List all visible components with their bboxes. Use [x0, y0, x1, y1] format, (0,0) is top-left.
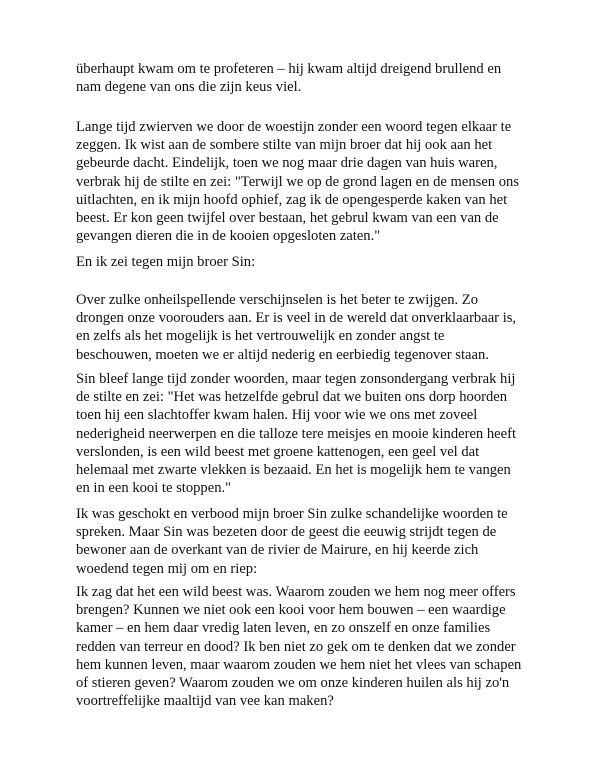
- text-line: Sin bleef lange tijd zonder woorden, maar tegen zonsondergang verbrak hij: [76, 371, 516, 387]
- text-line: drongen onze voorouders aan. Er is veel in de wereld dat onverklaarbaar is,: [76, 310, 517, 327]
- text-line: zeggen. Ik wist aan de sombere stilte van mijn broer dat hij ook aan het: [76, 137, 493, 154]
- paragraph-6: [76, 505, 538, 578]
- paragraph-4: [76, 291, 538, 364]
- text-line: kamer – en hem daar vredig laten leven, en zo onszelf en onze families: [76, 620, 491, 637]
- text-line: Ik was geschokt en verbood mijn broer Sin zulke schandelijke woorden te: [76, 506, 508, 522]
- text-line: überhaupt kwam om te profeteren – hij kwam altijd dreigend brullend en: [76, 61, 502, 77]
- text-line: woedend tegen mij om en riep:: [76, 560, 258, 577]
- text-line: voortreffelijke maaltijd van vee kan maken?: [76, 693, 334, 710]
- paragraph-1: [76, 60, 538, 96]
- paragraph-3: [76, 253, 538, 271]
- paragraph-7: [76, 583, 538, 710]
- text-line: Over zulke onheilspellende verschijnselen is het beter te zwijgen. Zo: [76, 292, 478, 308]
- text-line: brengen? Kunnen we niet ook een kooi voor hem bouwen – een waardige: [76, 602, 506, 619]
- text-line: Ik zag dat het een wild beest was. Waarom zouden we hem nog meer offers: [76, 584, 516, 600]
- text-line: en in een kooi te stoppen.": [76, 480, 232, 497]
- paragraph-2: [76, 118, 538, 245]
- text-line: of stieren geven? Waarom zouden we om onze kinderen huilen als hij zo'n: [76, 674, 510, 691]
- text-line: uitlachten, en ik mijn hoofd ophief, zag ik de opengesperde kaken van het: [76, 191, 508, 208]
- text-line: beest. Er kon geen twijfel over bestaan, het gebrul kwam van een van de: [76, 209, 499, 226]
- text-line: de stilte en zei: "Het was hetzelfde gebrul dat we buiten ons dorp hoorden: [76, 389, 508, 406]
- text-line: gevangen dieren die in de kooien opgesloten zaten.": [76, 228, 381, 245]
- text-line: Lange tijd zwierven we door de woestijn zonder een woord tegen elkaar te: [76, 119, 512, 135]
- text-line: en zelfs als het mogelijk is het vertrouwelijk en zonder angst te: [76, 328, 445, 345]
- text-line: nam degene van ons die zijn keus viel.: [76, 79, 302, 96]
- text-line: helemaal met zwarte vlekken is bezaaid. En het is mogelijk hem te vangen: [76, 461, 511, 478]
- text-line: beschouwen, moeten we er altijd nederig en eerbiedig tegenover staan.: [76, 346, 489, 363]
- text-line: spreken. Maar Sin was bezeten door de geest die eeuwig strijdt tegen de: [76, 524, 497, 541]
- text-line: redden van terreur en dood? Ik ben niet zo gek om te denken dat we zonder: [76, 638, 516, 655]
- text-line: toen hij een slachtoffer kwam halen. Hij voor wie we ons met zoveel: [76, 407, 478, 424]
- text-line: verbrak hij de stilte en zei: "Terwijl we op de grond lagen en de mensen ons: [76, 173, 520, 190]
- text-line: hem kunnen leven, maar waarom zouden we hem niet het vlees van schapen: [76, 656, 522, 673]
- text-line: bewoner aan de overkant van de rivier de Mairure, en hij keerde zich: [76, 542, 479, 559]
- text-line: En ik zei tegen mijn broer Sin:: [76, 254, 256, 270]
- paragraph-5: [76, 370, 538, 497]
- text-line: nederigheid neerwerpen en die talloze tere meisjes en mooie kinderen heeft: [76, 425, 517, 442]
- text-line: verslonden, is een wild beest met groene kattenogen, een geel vel dat: [76, 443, 480, 460]
- text-line: gebeurde dacht. Eindelijk, toen we nog maar drie dagen van huis waren,: [76, 155, 498, 172]
